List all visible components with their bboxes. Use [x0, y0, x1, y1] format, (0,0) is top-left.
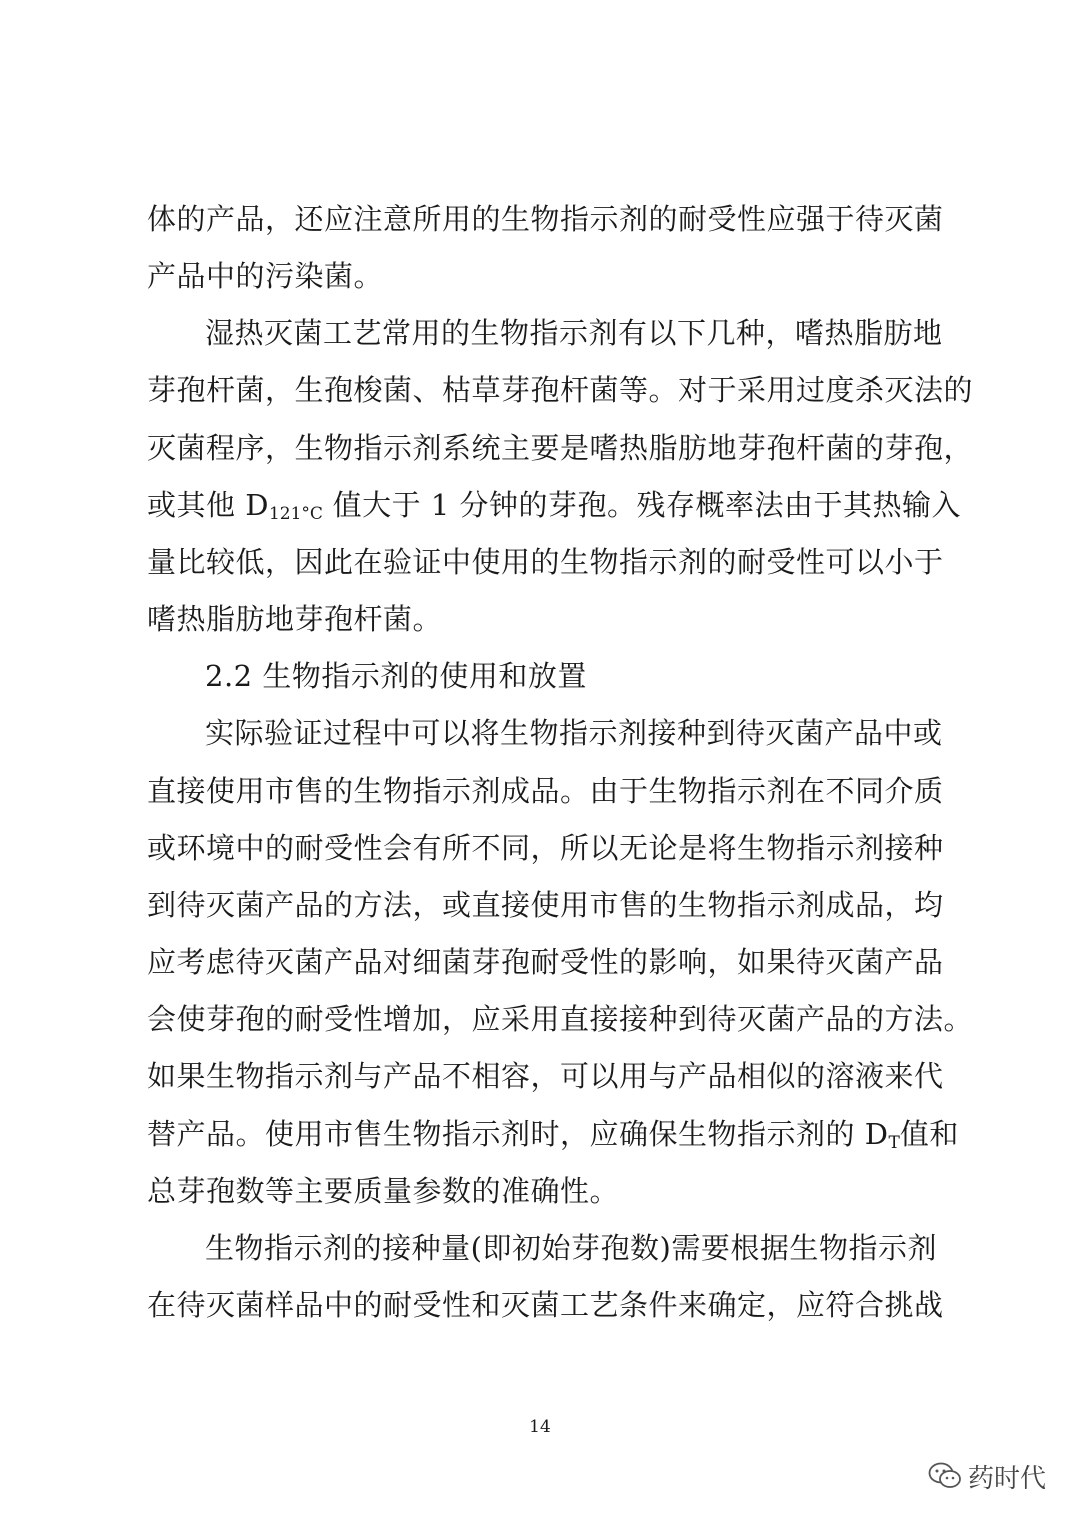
wechat-icon — [928, 1461, 962, 1491]
page-number: 14 — [529, 1417, 551, 1437]
text-line: 总芽孢数等主要质量参数的准确性。 — [147, 1174, 620, 1208]
text-line: 应考虑待灭菌产品对细菌芽孢耐受性的影响，如果待灭菌产品 — [147, 945, 944, 979]
text-line: 灭菌程序，生物指示剂系统主要是嗜热脂肪地芽孢杆菌的芽孢， — [147, 431, 974, 465]
text-line — [147, 485, 962, 525]
text-line: 芽孢杆菌，生孢梭菌、枯草芽孢杆菌等。对于采用过度杀灭法的 — [147, 373, 974, 407]
text-line: 湿热灭菌工艺常用的生物指示剂有以下几种，嗜热脂肪地 — [205, 316, 943, 350]
text-segment: 替产品。使用市售生物指示剂时，应确保生物指示剂的 D — [147, 1117, 889, 1151]
text-line: 或环境中的耐受性会有所不同，所以无论是将生物指示剂接种 — [147, 831, 944, 865]
text-line: 体的产品，还应注意所用的生物指示剂的耐受性应强于待灭菌 — [147, 202, 944, 236]
text-line — [147, 1114, 959, 1154]
subscript: T — [888, 1133, 900, 1153]
text-line: 会使芽孢的耐受性增加，应采用直接接种到待灭菌产品的方法。 — [147, 1002, 974, 1036]
text-line: 量比较低，因此在验证中使用的生物指示剂的耐受性可以小于 — [147, 545, 944, 579]
text-line: 生物指示剂的接种量(即初始芽孢数)需要根据生物指示剂 — [205, 1231, 937, 1265]
text-line: 如果生物指示剂与产品不相容，可以用与产品相似的溶液来代 — [147, 1059, 944, 1093]
text-segment: 或其他 D — [147, 488, 269, 522]
section-heading: 2.2 生物指示剂的使用和放置 — [205, 659, 587, 693]
text-line: 在待灭菌样品中的耐受性和灭菌工艺条件来确定，应符合挑战 — [147, 1288, 944, 1322]
text-line: 直接使用市售的生物指示剂成品。由于生物指示剂在不同介质 — [147, 774, 944, 808]
watermark-text: 药时代 — [968, 1463, 1047, 1494]
text-segment: 值大于 1 分钟的芽孢。残存概率法由于其热输入 — [322, 488, 962, 522]
text-line: 嗜热脂肪地芽孢杆菌。 — [147, 602, 443, 636]
text-line: 产品中的污染菌。 — [147, 259, 384, 293]
text-line: 实际验证过程中可以将生物指示剂接种到待灭菌产品中或 — [205, 716, 943, 750]
text-segment: 值和 — [899, 1117, 959, 1151]
text-line: 到待灭菌产品的方法，或直接使用市售的生物指示剂成品，均 — [147, 888, 944, 922]
subscript: 121°C — [268, 504, 323, 524]
watermark — [928, 1454, 1063, 1498]
